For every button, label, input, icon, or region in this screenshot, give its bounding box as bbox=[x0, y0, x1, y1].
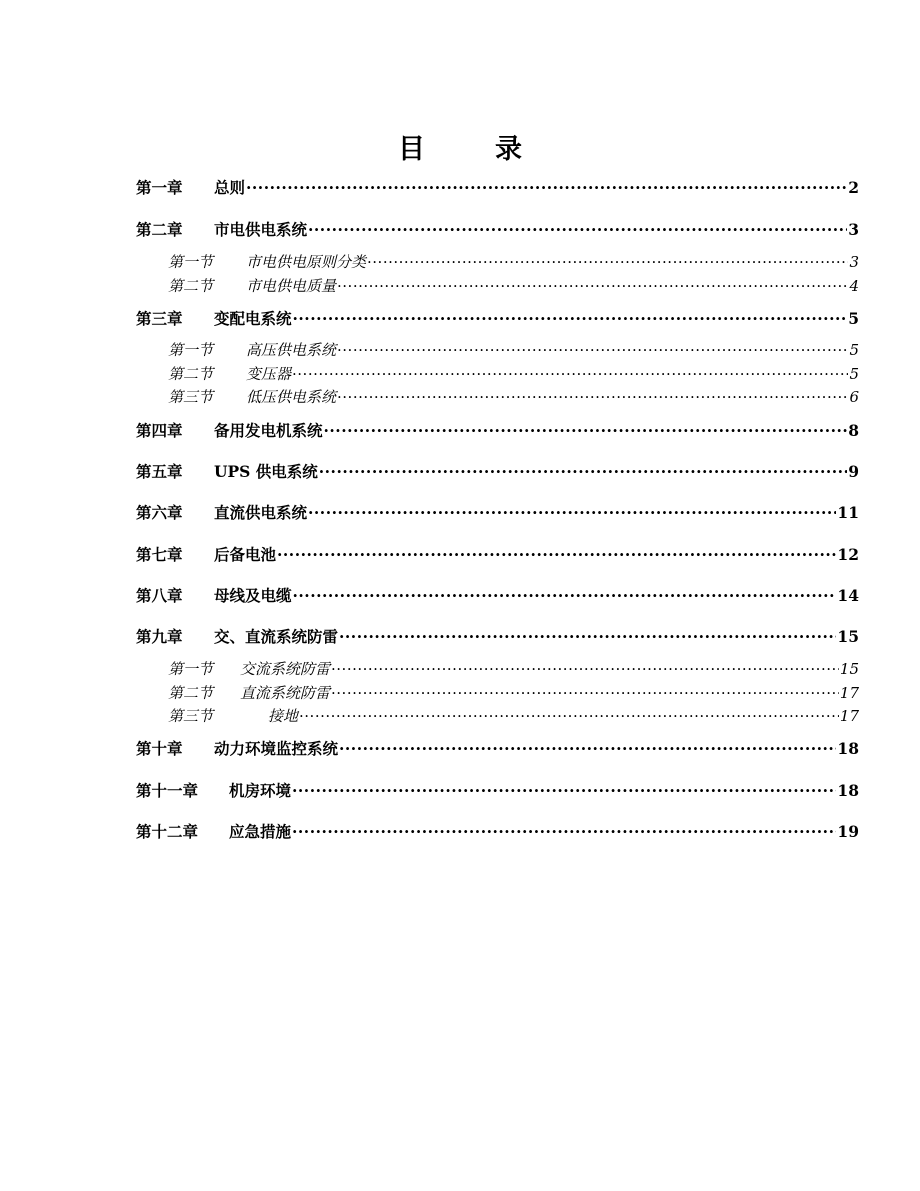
toc-entry-chapter-10[interactable] bbox=[136, 738, 859, 760]
toc-leader-dots bbox=[367, 252, 848, 267]
toc-entry-label: 母线及电缆 bbox=[214, 586, 292, 605]
toc-entry-page: 3 bbox=[849, 253, 859, 271]
toc-entry-page: 4 bbox=[849, 277, 859, 295]
toc-entry-label: 总则 bbox=[214, 178, 246, 197]
toc-entry-label: 直流系统防雷 bbox=[240, 684, 331, 702]
toc-entry-label: 交流系统防雷 bbox=[240, 660, 331, 678]
toc-entry-label: 低压供电系统 bbox=[246, 388, 337, 406]
toc-leader-dots bbox=[246, 178, 847, 194]
toc-entry-label: 机房环境 bbox=[229, 781, 292, 800]
toc-entry-label: 变配电系统 bbox=[214, 309, 292, 328]
toc-entry-number: 第五章 bbox=[136, 462, 183, 481]
toc-entry-page: 19 bbox=[837, 822, 859, 841]
toc-entry-number: 第一章 bbox=[136, 178, 183, 197]
toc-entry-number: 第七章 bbox=[136, 545, 183, 564]
toc-entry-label: 交、直流系统防雷 bbox=[214, 627, 339, 646]
toc-leader-dots bbox=[337, 340, 848, 355]
toc-entry-page: 5 bbox=[849, 341, 859, 359]
toc-entry-number: 第二节 bbox=[168, 277, 214, 295]
toc-entry-label: 直流供电系统 bbox=[214, 503, 308, 522]
toc-entry-section-9-2[interactable] bbox=[168, 682, 859, 704]
toc-leader-dots bbox=[339, 739, 836, 755]
toc-entry-page: 12 bbox=[837, 545, 859, 564]
toc-entry-number: 第十二章 bbox=[136, 822, 199, 841]
toc-entry-chapter-4[interactable] bbox=[136, 420, 859, 442]
toc-leader-dots bbox=[337, 276, 848, 291]
toc-entry-page: 17 bbox=[839, 707, 859, 725]
toc-entry-section-9-3[interactable] bbox=[168, 705, 859, 727]
toc-entry-page: 9 bbox=[848, 462, 859, 481]
toc-title bbox=[0, 133, 920, 167]
toc-entry-label: 高压供电系统 bbox=[246, 341, 337, 359]
toc-entry-label: 应急措施 bbox=[229, 822, 292, 841]
toc-entry-number: 第十章 bbox=[136, 739, 183, 758]
toc-entry-section-3-3[interactable] bbox=[168, 386, 859, 408]
toc-entry-section-2-1[interactable] bbox=[168, 251, 859, 273]
toc-entry-number: 第四章 bbox=[136, 421, 183, 440]
toc-entry-label: 后备电池 bbox=[214, 545, 277, 564]
toc-entry-page: 5 bbox=[848, 309, 859, 328]
toc-leader-dots bbox=[337, 387, 848, 402]
toc-entry-page: 5 bbox=[849, 365, 859, 383]
toc-entry-number: 第十一章 bbox=[136, 781, 199, 800]
toc-leader-dots bbox=[331, 659, 839, 674]
toc-leader-dots bbox=[292, 822, 836, 838]
toc-entry-chapter-6[interactable] bbox=[136, 502, 859, 524]
toc-leader-dots bbox=[339, 627, 836, 643]
toc-entry-label: 市电供电质量 bbox=[246, 277, 337, 295]
toc-entry-label: 动力环境监控系统 bbox=[214, 739, 339, 758]
toc-leader-dots bbox=[331, 683, 839, 698]
toc-entry-section-9-1[interactable] bbox=[168, 658, 859, 680]
toc-entry-page: 14 bbox=[837, 586, 859, 605]
toc-leader-dots bbox=[299, 706, 839, 721]
toc-entry-label: 变压器 bbox=[246, 365, 292, 383]
toc-leader-dots bbox=[319, 462, 847, 478]
toc-entry-label: UPS 供电系统 bbox=[214, 462, 318, 481]
toc-entry-number: 第九章 bbox=[136, 627, 183, 646]
toc-entry-page: 3 bbox=[848, 220, 859, 239]
toc-entry-number: 第三节 bbox=[168, 388, 214, 406]
toc-entry-chapter-9[interactable] bbox=[136, 626, 859, 648]
toc-entry-number: 第二节 bbox=[168, 684, 214, 702]
toc-entry-label: 接地 bbox=[268, 707, 299, 725]
toc-entry-page: 11 bbox=[837, 503, 859, 522]
toc-leader-dots bbox=[308, 503, 836, 519]
toc-leader-dots bbox=[292, 781, 836, 797]
toc-entry-section-3-1[interactable] bbox=[168, 339, 859, 361]
toc-entry-number: 第三节 bbox=[168, 707, 214, 725]
toc-title-char-2: 录 bbox=[495, 134, 522, 165]
toc-entry-chapter-7[interactable] bbox=[136, 544, 859, 566]
toc-entry-chapter-11[interactable] bbox=[136, 780, 859, 802]
toc-leader-dots bbox=[324, 421, 848, 437]
toc-entry-chapter-3[interactable] bbox=[136, 308, 859, 330]
toc-entry-page: 18 bbox=[837, 781, 859, 800]
toc-entry-number: 第八章 bbox=[136, 586, 183, 605]
toc-leader-dots bbox=[293, 586, 837, 602]
toc-entry-page: 15 bbox=[839, 660, 859, 678]
toc-entry-section-2-2[interactable] bbox=[168, 275, 859, 297]
toc-entry-number: 第一节 bbox=[168, 660, 214, 678]
toc-entry-section-3-2[interactable] bbox=[168, 363, 859, 385]
toc-entry-page: 6 bbox=[849, 388, 859, 406]
toc-entry-chapter-1[interactable] bbox=[136, 177, 859, 199]
toc-entry-number: 第二章 bbox=[136, 220, 183, 239]
toc-entry-label: 备用发电机系统 bbox=[214, 421, 323, 440]
toc-entry-page: 8 bbox=[848, 421, 859, 440]
toc-entry-number: 第六章 bbox=[136, 503, 183, 522]
toc-leader-dots bbox=[308, 220, 847, 236]
toc-entry-number: 第一节 bbox=[168, 253, 214, 271]
toc-entry-label: 市电供电系统 bbox=[214, 220, 308, 239]
toc-entry-page: 18 bbox=[837, 739, 859, 758]
toc-entry-page: 2 bbox=[848, 178, 859, 197]
toc-entry-chapter-8[interactable] bbox=[136, 585, 859, 607]
toc-title-char-1: 目 bbox=[398, 134, 425, 165]
toc-entry-label: 市电供电原则分类 bbox=[246, 253, 367, 271]
toc-entry-page: 17 bbox=[839, 684, 859, 702]
toc-entry-number: 第三章 bbox=[136, 309, 183, 328]
toc-entry-chapter-12[interactable] bbox=[136, 821, 859, 843]
toc-leader-dots bbox=[292, 364, 848, 379]
toc-leader-dots bbox=[277, 545, 836, 561]
toc-entry-number: 第一节 bbox=[168, 341, 214, 359]
toc-entry-page: 15 bbox=[837, 627, 859, 646]
toc-entry-chapter-5[interactable] bbox=[136, 461, 859, 483]
toc-entry-number: 第二节 bbox=[168, 365, 214, 383]
toc-entry-chapter-2[interactable] bbox=[136, 219, 859, 241]
toc-leader-dots bbox=[293, 309, 848, 325]
